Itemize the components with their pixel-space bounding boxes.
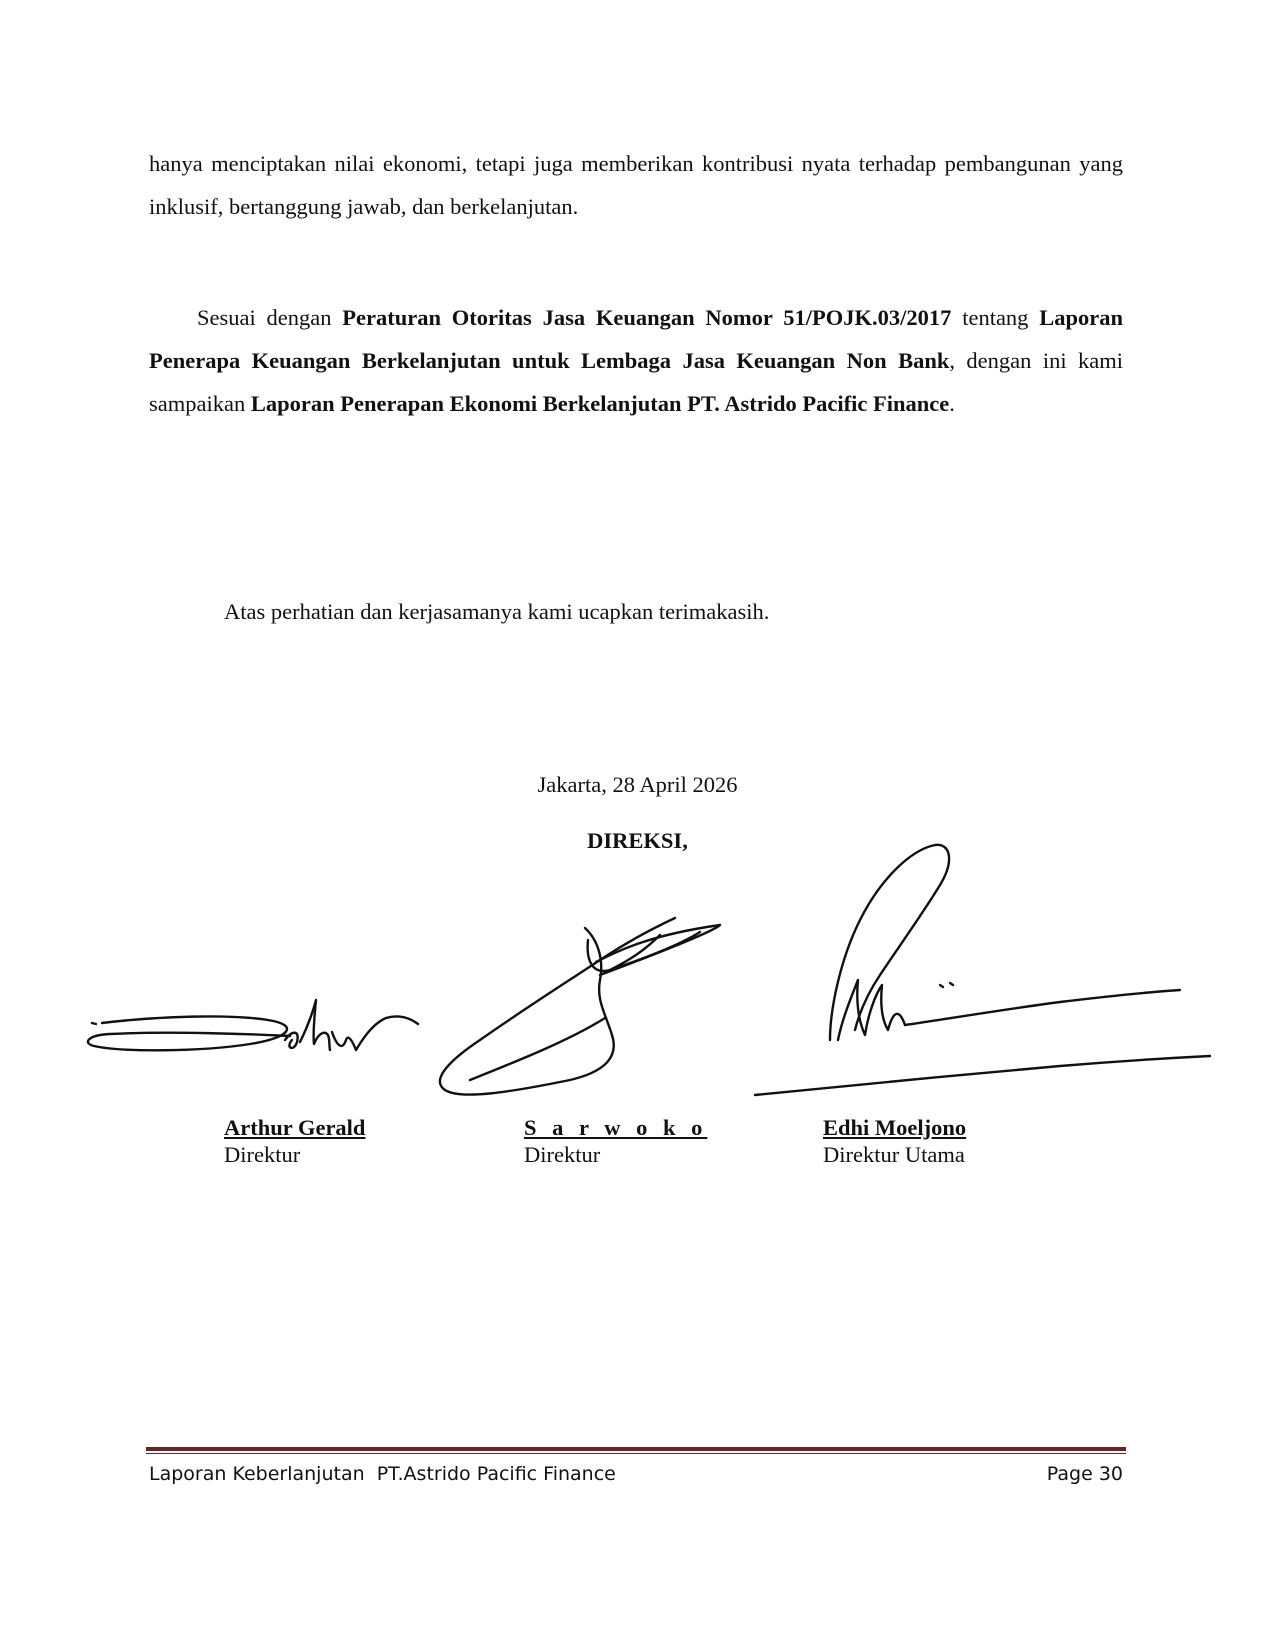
p2-text-3: , dengan ini kami sampaikan xyxy=(149,348,1123,416)
signer-1 xyxy=(224,1114,365,1168)
place-date xyxy=(0,770,1275,800)
footer-rule xyxy=(146,1447,1126,1451)
signer-2-role: Direktur xyxy=(524,1142,601,1167)
footer-page-number: Page 30 xyxy=(1046,1463,1123,1485)
closing-sentence: Atas perhatian dan kerjasamanya kami ucapkan terimakasih. xyxy=(224,599,770,624)
signer-1-name: Arthur Gerald xyxy=(224,1115,366,1140)
signer-3-role: Direktur Utama xyxy=(823,1142,965,1167)
signer-1-role: Direktur xyxy=(224,1142,301,1167)
signature-arthur-gerald xyxy=(88,1000,418,1050)
signer-3-name: Edhi Moeljono xyxy=(823,1115,967,1140)
footer-report-title: Laporan Keberlanjutan PT.Astrido Pacific Finance xyxy=(149,1463,616,1485)
p2-text-2: tentang xyxy=(951,305,1040,330)
p2-text-1: Sesuai dengan xyxy=(197,305,343,330)
signer-2 xyxy=(524,1114,707,1168)
regulation-reference: Peraturan Otoritas Jasa Keuangan Nomor 51/POJK.03/2017 xyxy=(342,305,952,330)
signature-edhi-moeljono xyxy=(755,845,1210,1095)
p2-text-4: . xyxy=(949,391,955,416)
signature-sarwoko xyxy=(440,918,720,1095)
report-title: Laporan Penerapan Ekonomi Berkelanjutan PT. Astrido Pacific Finance xyxy=(250,391,950,416)
regulation-title: Laporan Penerapa Keuangan Berkelanjutan untuk Lembaga Jasa Keuangan Non Bank xyxy=(149,305,1124,373)
signature-heading: DIREKSI, xyxy=(587,828,688,853)
body-paragraph-2 xyxy=(149,296,1123,425)
body-paragraph-1: hanya menciptakan nilai ekonomi, tetapi juga memberikan kontribusi nyata terhadap pembangunan yang inklusif, bertanggung jawab, dan berkelanjutan. xyxy=(149,151,1123,219)
signer-3 xyxy=(823,1114,966,1168)
signer-2-name: S a r w o k o xyxy=(524,1115,708,1140)
place-date-text: Jakarta, 28 April 2026 xyxy=(537,772,738,797)
footer-rule-thin xyxy=(146,1453,1126,1454)
